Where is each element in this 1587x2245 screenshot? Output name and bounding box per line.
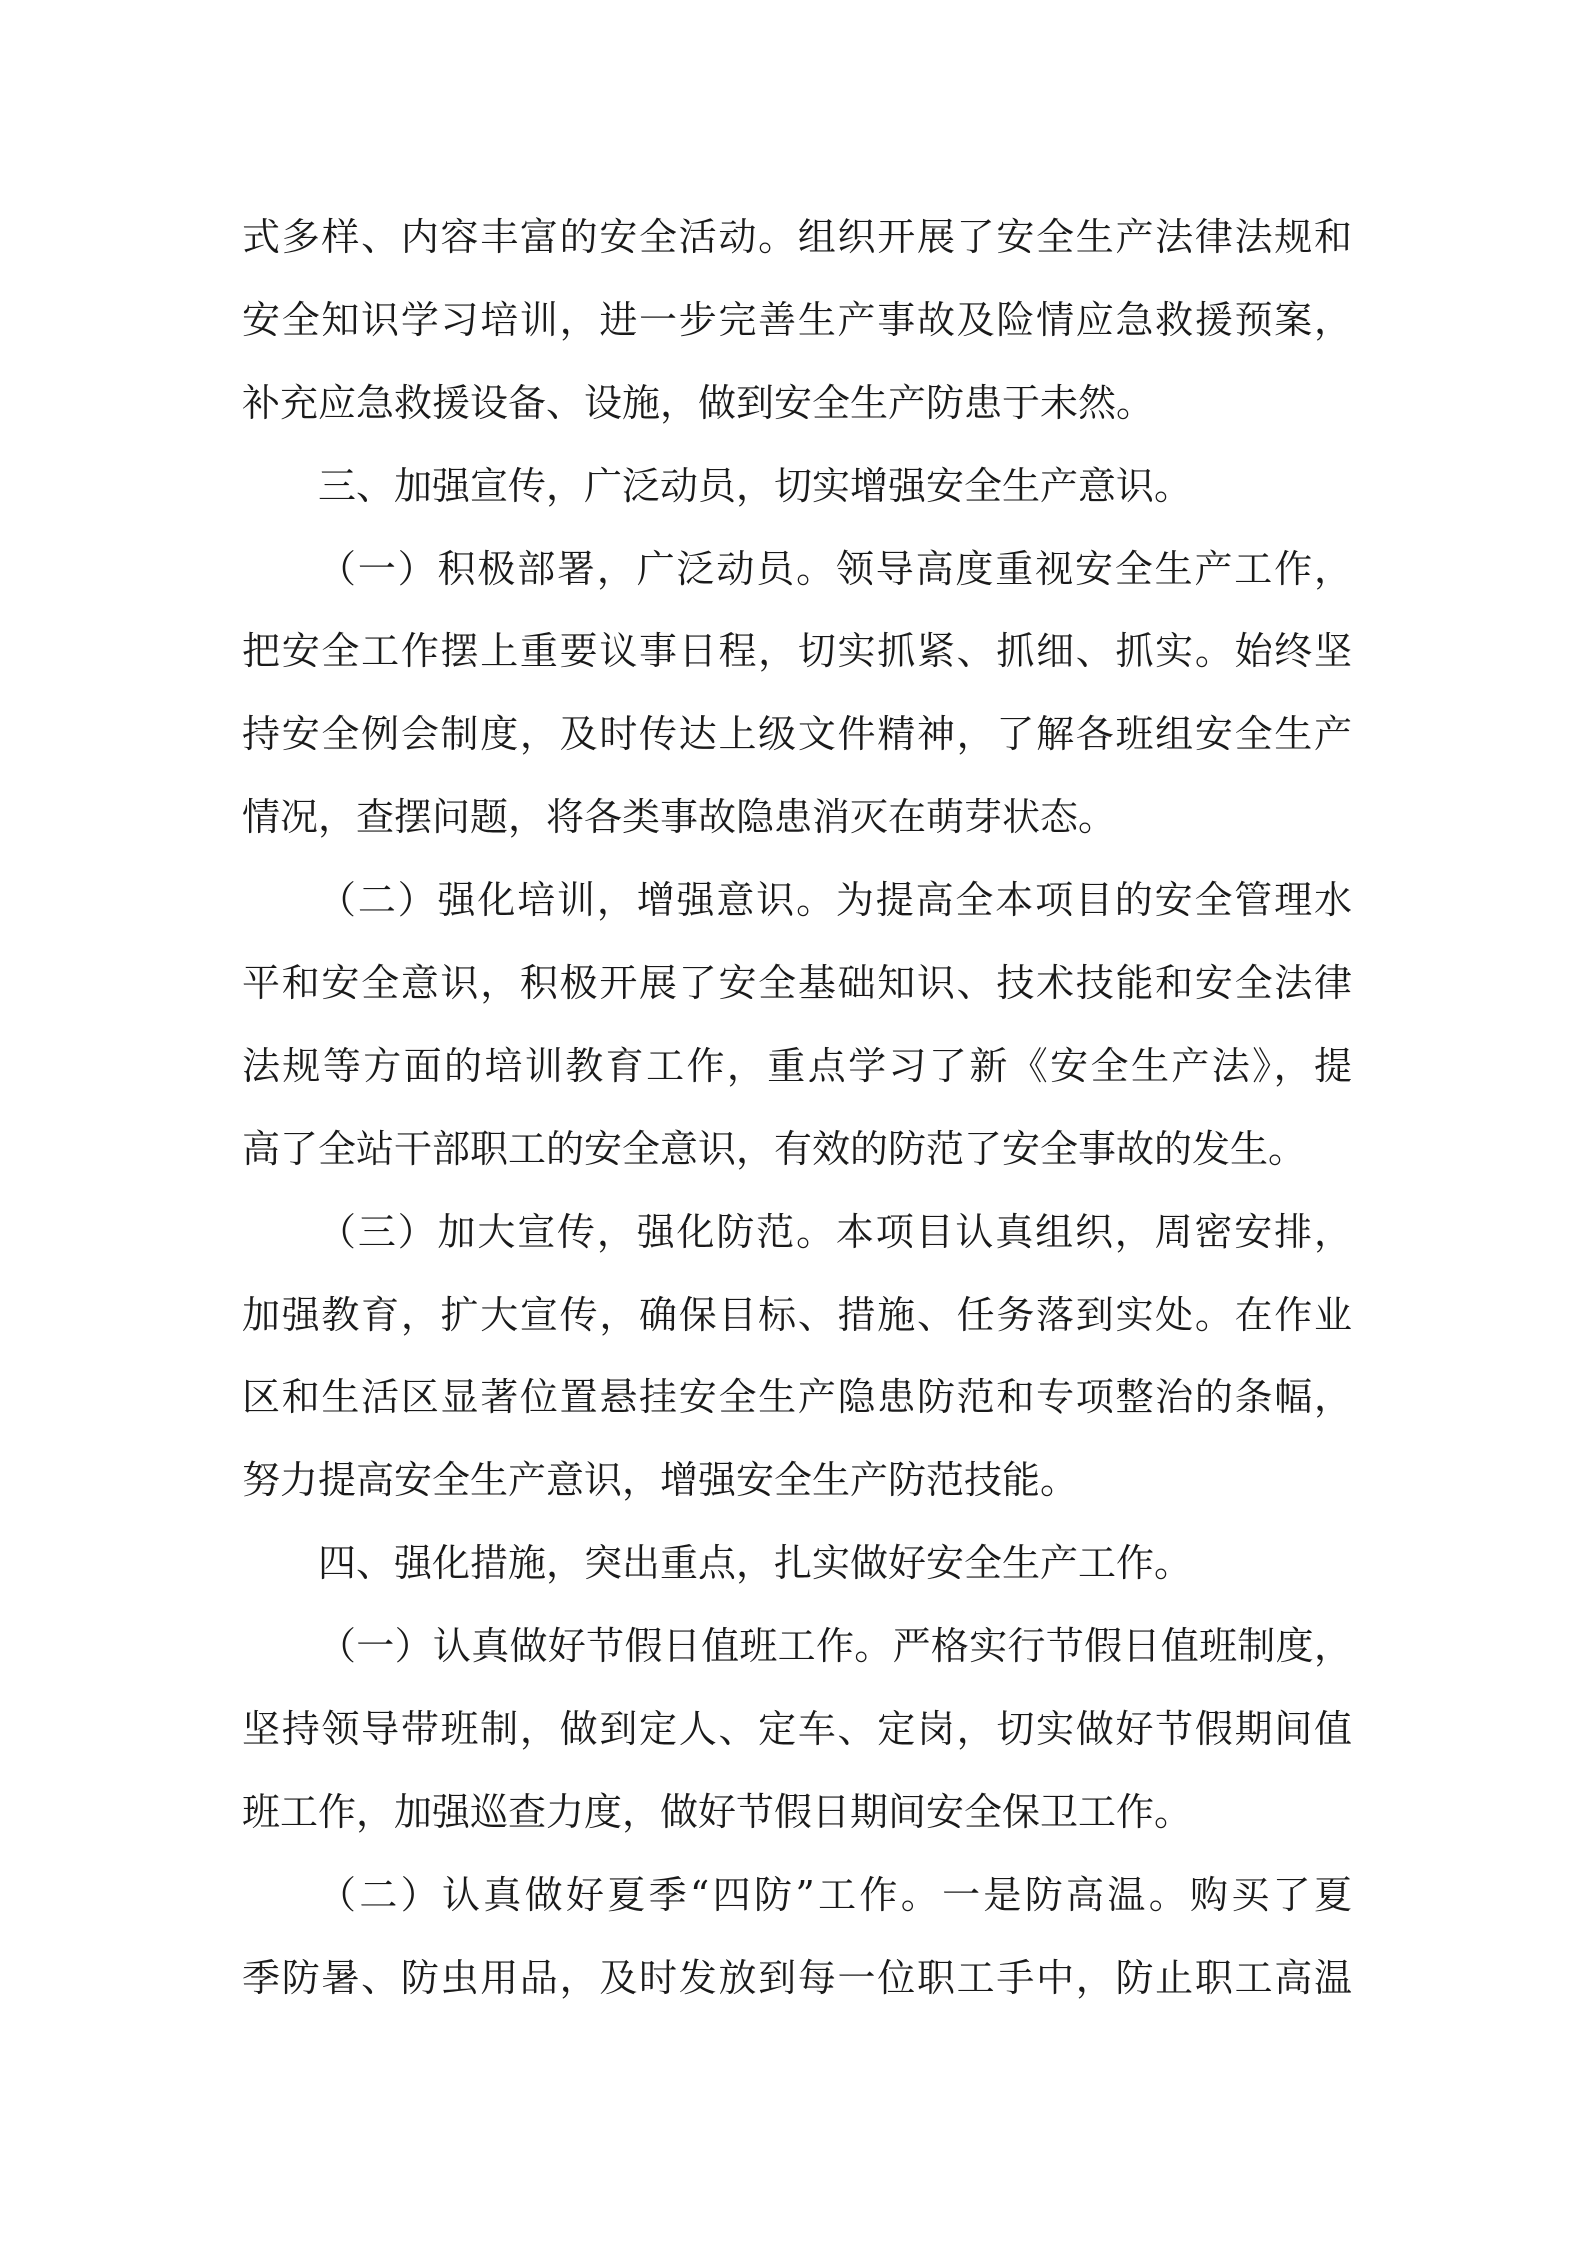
paragraph-first-line: 四、强化措施，突出重点，扎实做好安全生产工作。 — [318, 1541, 1193, 1586]
body-text — [242, 196, 1352, 2020]
text-line: 补充应急救援设备、设施，做到安全生产防患于未然。 — [242, 380, 1155, 425]
paragraph-first-line: （一）积极部署，广泛动员。领导高度重视安全生产工作， — [318, 546, 1352, 591]
text-line: 区和生活区显著位置悬挂安全生产隐患防范和专项整治的条幅， — [242, 1375, 1352, 1420]
paragraph-first-line: 三、加强宣传，广泛动员，切实增强安全生产意识。 — [318, 463, 1193, 508]
text-line: 班工作，加强巡查力度，做好节假日期间安全保卫工作。 — [242, 1789, 1193, 1834]
text-line: 持安全例会制度，及时传达上级文件精神，了解各班组安全生产 — [242, 712, 1352, 757]
paragraph-first-line: （二）认真做好夏季“四防”工作。一是防高温。购买了夏 — [318, 1872, 1352, 1917]
paragraph-first-line: （三）加大宣传，强化防范。本项目认真组织，周密安排， — [318, 1209, 1352, 1254]
text-line: 情况，查摆问题，将各类事故隐患消灭在萌芽状态。 — [242, 795, 1117, 840]
text-line: 努力提高安全生产意识，增强安全生产防范技能。 — [242, 1458, 1079, 1503]
text-line: 平和安全意识，积极开展了安全基础知识、技术技能和安全法律 — [242, 961, 1352, 1006]
paragraph-first-line: （一）认真做好节假日值班工作。严格实行节假日值班制度， — [318, 1624, 1352, 1669]
text-line: 式多样、内容丰富的安全活动。组织开展了安全生产法律法规和 — [242, 215, 1352, 259]
paragraph-first-line: （二）强化培训，增强意识。为提高全本项目的安全管理水 — [318, 878, 1352, 923]
text-line: 法规等方面的培训教育工作，重点学习了新《安全生产法》，提 — [242, 1043, 1352, 1088]
text-line: 坚持领导带班制，做到定人、定车、定岗，切实做好节假期间值 — [242, 1707, 1352, 1752]
text-line: 加强教育，扩大宣传，确保目标、措施、任务落到实处。在作业 — [242, 1292, 1352, 1337]
text-line: 高了全站干部职工的安全意识，有效的防范了安全事故的发生。 — [242, 1126, 1307, 1171]
text-line: 安全知识学习培训，进一步完善生产事故及险情应急救援预案， — [242, 297, 1352, 342]
text-line: 把安全工作摆上重要议事日程，切实抓紧、抓细、抓实。始终坚 — [242, 629, 1352, 674]
text-line: 季防暑、防虫用品，及时发放到每一位职工手中，防止职工高温 — [242, 1955, 1352, 2000]
